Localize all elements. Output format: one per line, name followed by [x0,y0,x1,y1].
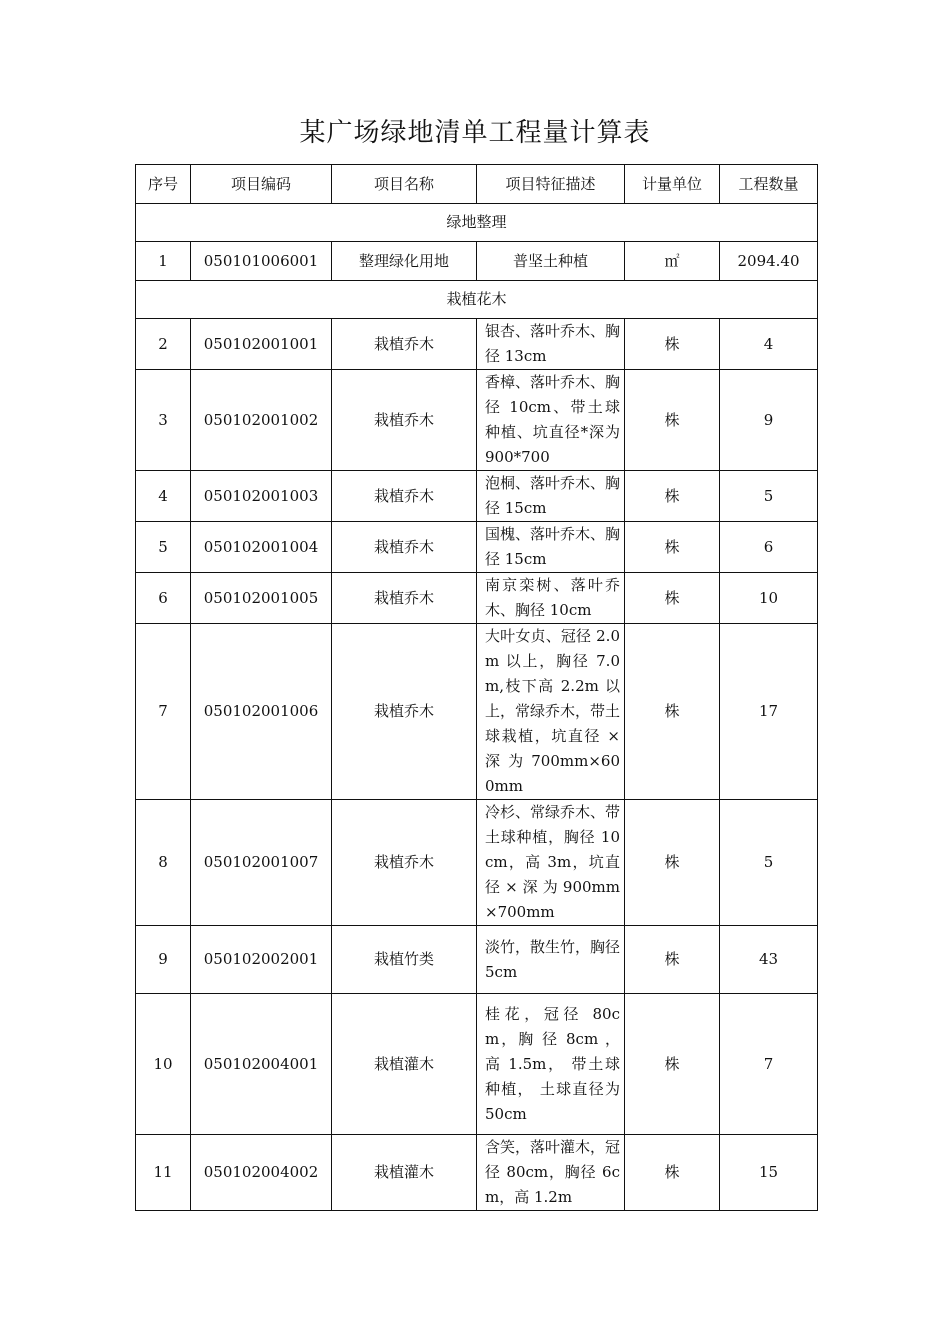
row-desc: 大叶女贞、冠径 2.0m 以上，胸径 7.0m,枝下高 2.2m 以上，常绿乔木，带土球栽植，坑直径 × 深 为 700mm×600mm [485,627,621,795]
header-row [136,165,818,204]
table-row [136,573,818,624]
section-title: 栽植花木 [136,281,818,319]
row-qty: 9 [720,370,818,471]
row-qty: 5 [720,800,818,926]
row-qty: 2094.40 [720,242,818,281]
row-unit: 株 [625,471,720,522]
header-cell: 工程数量 [720,165,818,204]
row-code: 050102001001 [191,319,332,370]
row-name: 整理绿化用地 [332,242,477,281]
table-row [136,1135,818,1211]
row-code: 050102001006 [191,624,332,800]
row-name: 栽植乔木 [332,624,477,800]
row-desc: 银杏、落叶乔木、胸径 13cm [485,322,621,365]
table-row [136,319,818,370]
row-no: 7 [136,624,191,800]
header-cell: 计量单位 [625,165,720,204]
row-desc: 泡桐、落叶乔木、胸径 15cm [485,474,621,517]
row-code: 050102001007 [191,800,332,926]
row-qty: 10 [720,573,818,624]
row-unit: 株 [625,522,720,573]
row-no: 2 [136,319,191,370]
header-cell: 项目编码 [191,165,332,204]
table-row [136,624,818,800]
section-row [136,281,818,319]
row-unit: ㎡ [625,242,720,281]
row-name: 栽植乔木 [332,471,477,522]
row-name: 栽植乔木 [332,522,477,573]
row-no: 4 [136,471,191,522]
row-unit: 株 [625,624,720,800]
row-name: 栽植灌木 [332,1135,477,1211]
row-code: 050102002001 [191,926,332,994]
row-code: 050102001005 [191,573,332,624]
row-desc: 普坚土种植 [477,242,625,281]
header-cell: 项目名称 [332,165,477,204]
row-qty: 7 [720,994,818,1135]
row-name: 栽植乔木 [332,573,477,624]
row-name: 栽植乔木 [332,800,477,926]
header-cell: 项目特征描述 [477,165,625,204]
row-unit: 株 [625,994,720,1135]
row-code: 050102001004 [191,522,332,573]
row-no: 1 [136,242,191,281]
row-qty: 43 [720,926,818,994]
row-unit: 株 [625,370,720,471]
table-row [136,522,818,573]
table-row [136,994,818,1135]
row-desc: 国槐、落叶乔木、胸径 15cm [485,525,621,568]
section-row [136,204,818,242]
table-row [136,370,818,471]
row-desc: 淡竹，散生竹，胸径 5cm [485,937,621,981]
row-no: 9 [136,926,191,994]
row-qty: 5 [720,471,818,522]
row-unit: 株 [625,1135,720,1211]
quantity-table [135,164,818,1211]
row-no: 11 [136,1135,191,1211]
row-code: 050101006001 [191,242,332,281]
row-unit: 株 [625,800,720,926]
row-desc: 含笑，落叶灌木，冠径 80cm，胸径 6cm，高 1.2m [485,1138,621,1206]
row-qty: 6 [720,522,818,573]
row-code: 050102004001 [191,994,332,1135]
header-cell: 序号 [136,165,191,204]
row-qty: 15 [720,1135,818,1211]
row-no: 3 [136,370,191,471]
row-code: 050102004002 [191,1135,332,1211]
row-qty: 17 [720,624,818,800]
page-title: 某广场绿地清单工程量计算表 [299,118,651,148]
table-row [136,926,818,994]
row-name: 栽植乔木 [332,370,477,471]
row-qty: 4 [720,319,818,370]
row-no: 6 [136,573,191,624]
section-title: 绿地整理 [136,204,818,242]
row-code: 050102001002 [191,370,332,471]
row-no: 8 [136,800,191,926]
row-unit: 株 [625,573,720,624]
row-name: 栽植竹类 [332,926,477,994]
table-row [136,471,818,522]
row-desc: 桂花，冠径 80cm，胸 径 8cm ， 高 1.5m， 带土球种植， 土球直径为 50cm [485,1004,620,1123]
row-no: 10 [136,994,191,1135]
row-name: 栽植乔木 [332,319,477,370]
row-no: 5 [136,522,191,573]
row-unit: 株 [625,319,720,370]
table-row [136,242,818,281]
row-code: 050102001003 [191,471,332,522]
row-name: 栽植灌木 [332,994,477,1135]
row-unit: 株 [625,926,720,994]
row-desc: 香樟、落叶乔木、胸径 10cm、带土球种植、坑直径*深为 900*700 [485,373,621,466]
row-desc: 冷杉、常绿乔木、带土球种植，胸径 10cm，高 3m，坑直 径 × 深 为 900mm×700mm [485,803,621,921]
row-desc: 南京栾树、落叶乔木、胸径 10cm [485,576,620,619]
table-row [136,800,818,926]
